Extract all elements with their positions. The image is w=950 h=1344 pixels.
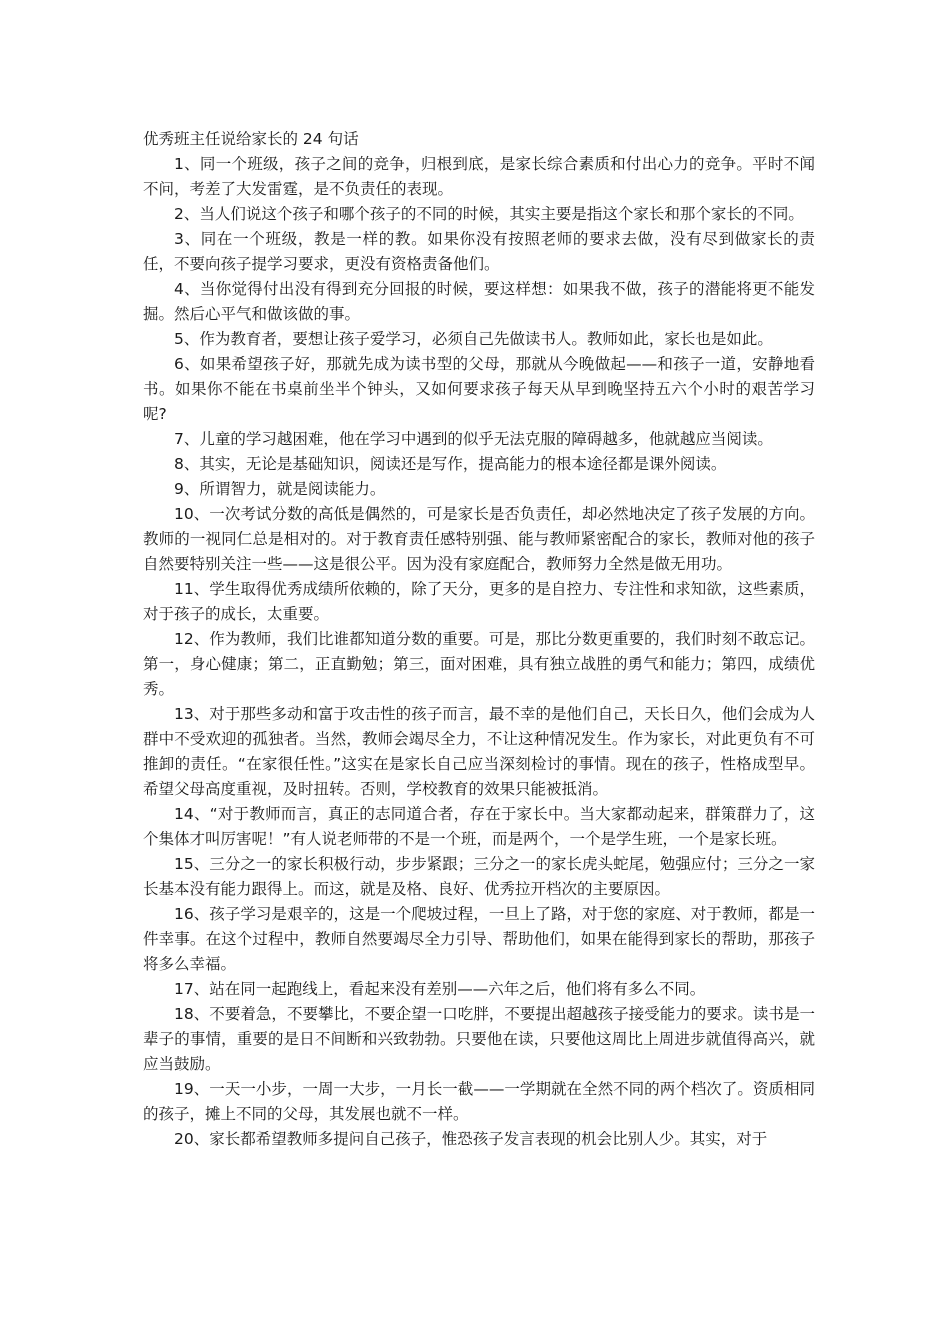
paragraph-17: 17、站在同一起跑线上，看起来没有差别——六年之后，他们将有多么不同。 <box>174 980 706 998</box>
paragraph-8: 8、其实，无论是基础知识，阅读还是写作，提高能力的根本途径都是课外阅读。 <box>174 455 727 473</box>
paragraph-12: 12、作为教师，我们比谁都知道分数的重要。可是，那比分数更重要的，我们时刻不敢忘记。第一，身心健康；第二，正直勤勉；第三，面对困难，具有独立战胜的勇气和能力；第四，成绩优秀。 <box>143 630 815 698</box>
document-body <box>143 127 815 1152</box>
paragraph-6: 6、如果希望孩子好，那就先成为读书型的父母，那就从今晚做起——和孩子一道，安静地看书。如果你不能在书桌前坐半个钟头，又如何要求孩子每天从早到晚坚持五六个小时的艰苦学习呢? <box>143 355 815 423</box>
paragraph-4: 4、当你觉得付出没有得到充分回报的时候，要这样想：如果我不做，孩子的潜能将更不能发掘。然后心平气和做该做的事。 <box>143 280 815 323</box>
paragraph-16: 16、孩子学习是艰辛的，这是一个爬坡过程，一旦上了路，对于您的家庭、对于教师，都是一件幸事。在这个过程中，教师自然要竭尽全力引导、帮助他们，如果在能得到家长的帮助，那孩子将多么幸福。 <box>143 905 815 973</box>
paragraph-5: 5、作为教育者，要想让孩子爱学习，必须自己先做读书人。教师如此，家长也是如此。 <box>174 330 773 348</box>
paragraph-1: 1、同一个班级，孩子之间的竞争，归根到底，是家长综合素质和付出心力的竞争。平时不闻不问，考差了大发雷霆，是不负责任的表现。 <box>143 155 815 198</box>
paragraph-10: 10、一次考试分数的高低是偶然的，可是家长是否负责任，却必然地决定了孩子发展的方向。教师的一视同仁总是相对的。对于教育责任感特别强、能与教师紧密配合的家长，教师对他的孩子自然要特别关注一些——这是很公平。因为没有家庭配合，教师努力全然是做无用功。 <box>143 505 815 573</box>
paragraph-15: 15、三分之一的家长积极行动，步步紧跟；三分之一的家长虎头蛇尾，勉强应付；三分之一家长基本没有能力跟得上。而这，就是及格、良好、优秀拉开档次的主要原因。 <box>143 855 815 898</box>
paragraph-20: 20、家长都希望教师多提问自己孩子，惟恐孩子发言表现的机会比别人少。其实，对于 <box>174 1130 768 1148</box>
paragraph-19: 19、一天一小步，一周一大步，一月长一截——一学期就在全然不同的两个档次了。资质相同的孩子，摊上不同的父母，其发展也就不一样。 <box>143 1080 815 1123</box>
paragraph-14: 14、“对于教师而言，真正的志同道合者，存在于家长中。当大家都动起来，群策群力了，这个集体才叫厉害呢！”有人说老师带的不是一个班，而是两个，一个是学生班，一个是家长班。 <box>143 805 815 848</box>
paragraph-9: 9、所谓智力，就是阅读能力。 <box>174 480 386 498</box>
paragraph-13: 13、对于那些多动和富于攻击性的孩子而言，最不幸的是他们自己，天长日久，他们会成为人群中不受欢迎的孤独者。当然，教师会竭尽全力，不让这种情况发生。作为家长，对此更负有不可推卸的责任。“在家很任性。”这实在是家长自己应当深刻检讨的事情。现在的孩子，性格成型早。希望父母高度重视，及时扭转。否则，学校教育的效果只能被抵消。 <box>143 705 815 798</box>
paragraph-11: 11、学生取得优秀成绩所依赖的，除了天分，更多的是自控力、专注性和求知欲，这些素质，对于孩子的成长，太重要。 <box>143 580 815 623</box>
paragraph-2: 2、当人们说这个孩子和哪个孩子的不同的时候，其实主要是指这个家长和那个家长的不同。 <box>174 205 804 223</box>
paragraph-3: 3、同在一个班级，教是一样的教。如果你没有按照老师的要求去做，没有尽到做家长的责任，不要向孩子提学习要求，更没有资格责备他们。 <box>143 230 815 273</box>
paragraph-7: 7、儿童的学习越困难，他在学习中遇到的似乎无法克服的障碍越多，他就越应当阅读。 <box>174 430 773 448</box>
document-title: 优秀班主任说给家长的 24 句话 <box>143 130 359 148</box>
paragraph-18: 18、不要着急，不要攀比，不要企望一口吃胖，不要提出超越孩子接受能力的要求。读书是一辈子的事情，重要的是日不间断和兴致勃勃。只要他在读，只要他这周比上周进步就值得高兴，就应当鼓励。 <box>143 1005 815 1073</box>
